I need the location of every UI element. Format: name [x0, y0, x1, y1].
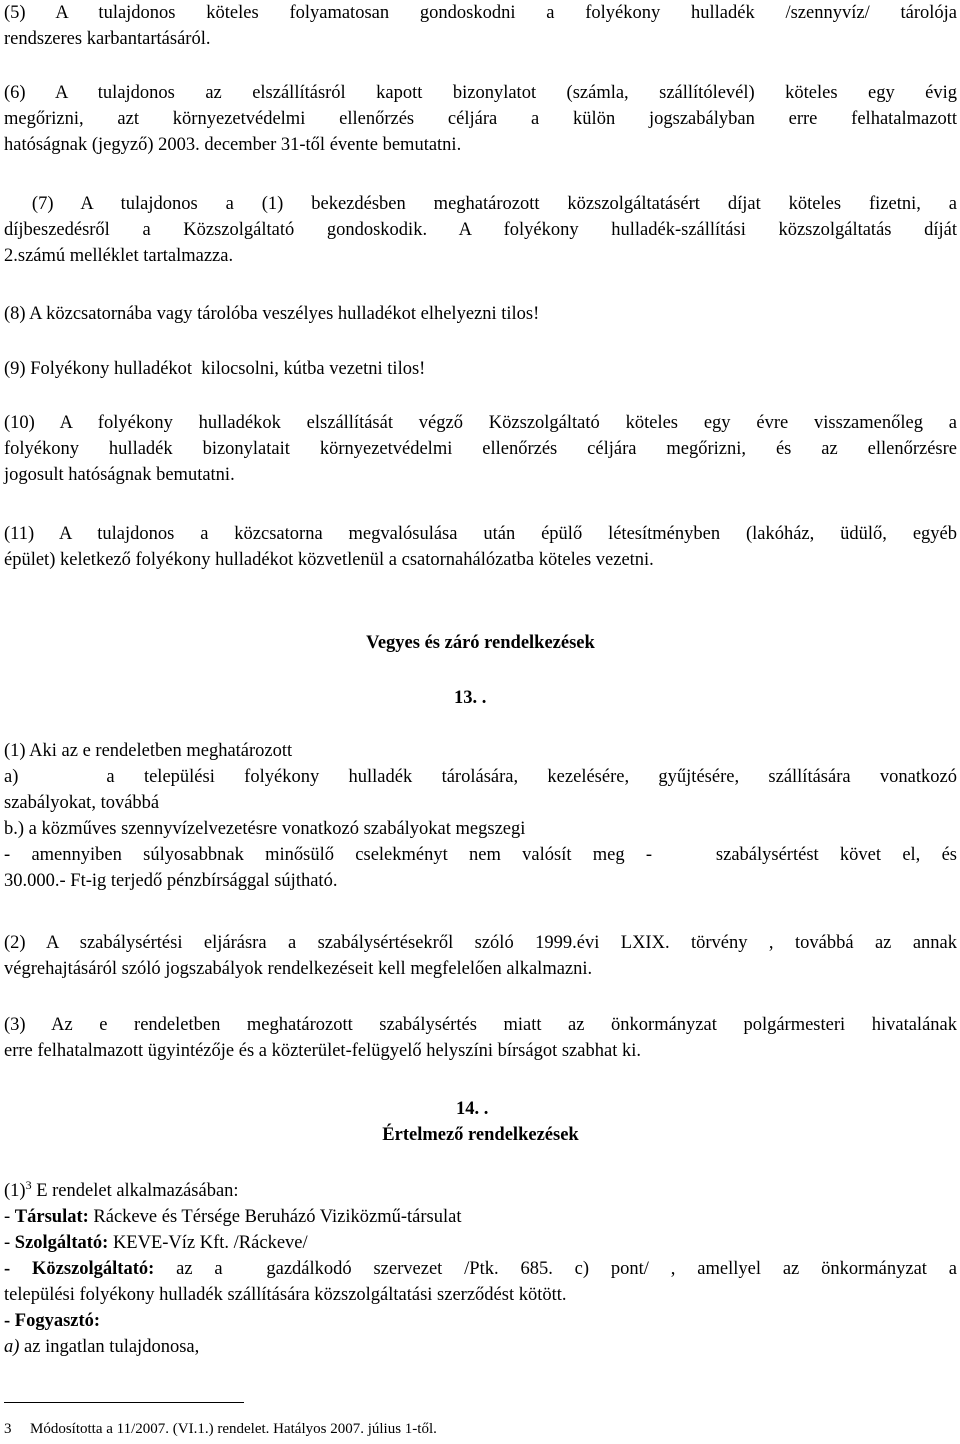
definition-term: Szolgáltató: [14, 1233, 109, 1253]
paragraph-line: (10) A folyékony hulladékok elszállítását végző Közszolgáltató köteles egy évre visszamenőleg a [4, 413, 957, 433]
definition-term: - Közszolgáltató: [4, 1259, 155, 1279]
paragraph-8 [4, 301, 957, 327]
definition-tarsulat [4, 1204, 957, 1230]
paragraph-line: (5) A tulajdonos köteles folyamatosan gondoskodni a folyékony hulladék /szennyvíz/ tárolója [4, 3, 957, 23]
paragraph-line: (8) A közcsatornába vagy tárolóba veszélyes hulladékot elhelyezni tilos! [4, 304, 540, 324]
footnote-reference: 3 [25, 1177, 32, 1192]
paragraph-line: települési folyékony hulladék szállítására közszolgáltatási szerződést kötött. [4, 1285, 567, 1305]
paragraph-5 [4, 0, 957, 52]
footnote [4, 1420, 437, 1438]
definition-term: Társulat: [14, 1207, 89, 1227]
paragraph-line: b.) a közműves szennyvízelvezetésre vonatkozó szabályokat megszegi [4, 819, 526, 839]
paragraph-line: (3) Az e rendeletben meghatározott szabálysértés miatt az önkormányzat polgármesteri hivatalának [4, 1015, 957, 1035]
footnote-text: Módosította a 11/2007. (VI.1.) rendelet. Hatályos 2007. július 1-től. [30, 1421, 437, 1437]
paragraph-line: végrehajtásáról szóló jogszabályok rendelkezéseit kell megfelelően alkalmazni. [4, 959, 593, 979]
paragraph-line: (9) Folyékony hulladékot kilocsolni, kútba vezetni tilos! [4, 359, 426, 379]
definition-fogyaszto-a [4, 1334, 957, 1360]
section-14-paragraph-1 [4, 1178, 957, 1360]
definition-text: KEVE-Víz Kft. /Ráckeve/ [108, 1233, 308, 1253]
definition-text: az a gazdálkodó szervezet /Ptk. 685. c) pont/ , amellyel az önkormányzat a [154, 1259, 957, 1279]
list-letter: a) [4, 1337, 20, 1357]
paragraph-line: erre felhatalmazott ügyintézője és a közterület-felügyelő helyszíni bírságot szabhat ki. [4, 1041, 641, 1061]
section-13-number: 13. . [454, 688, 487, 708]
definition-dash: - [4, 1233, 15, 1253]
definition-kozszolgaltato [4, 1256, 957, 1282]
section-13-paragraph-2 [4, 930, 957, 982]
paragraph-line: (7) A tulajdonos a (1) bekezdésben meghatározott közszolgáltatásért díjat köteles fizetni, a [4, 194, 957, 214]
footnote-divider [4, 1402, 244, 1403]
footnote-number: 3 [4, 1421, 12, 1437]
paragraph-text: E rendelet alkalmazásában: [31, 1181, 239, 1201]
paragraph-10 [4, 410, 957, 488]
paragraph-line: épület) keletkező folyékony hulladékot közvetlenül a csatornahálózatba köteles vezetni. [4, 550, 654, 570]
paragraph-line: 30.000.- Ft-ig terjedő pénzbírsággal sújtható. [4, 871, 338, 891]
definition-text: Ráckeve és Térsége Beruházó Viziközmű-társulat [88, 1207, 462, 1227]
paragraph-line: (2) A szabálysértési eljárásra a szabálysértésekről szóló 1999.évi LXIX. törvény , továbbá az annak [4, 933, 957, 953]
definition-dash: - [4, 1207, 15, 1227]
paragraph-number: (1) [4, 1181, 26, 1201]
paragraph-line: 2.számú melléklet tartalmazza. [4, 246, 234, 266]
definition-fogyaszto-term: - Fogyasztó: [4, 1311, 101, 1331]
section-13-paragraph-3 [4, 1012, 957, 1064]
paragraph-line: díjbeszedésről a Közszolgáltató gondoskodik. A folyékony hulladék-szállítási közszolgáltatás díját [4, 220, 957, 240]
paragraph-11 [4, 521, 957, 573]
paragraph-line: a) a települési folyékony hulladék tárolására, kezelésére, gyűjtésére, szállítására vonatkozó [4, 767, 957, 787]
section-14-number: 14. . [456, 1099, 489, 1119]
paragraph-7 [4, 191, 957, 269]
paragraph-line: rendszeres karbantartásáról. [4, 29, 211, 49]
section-14-title: Értelmező rendelkezések [382, 1125, 579, 1145]
paragraph-6 [4, 80, 957, 158]
paragraph-line: megőrizni, azt környezetvédelmi ellenőrzés céljára a külön jogszabályban erre felhatalmazott [4, 109, 957, 129]
paragraph-line: jogosult hatóságnak bemutatni. [4, 465, 235, 485]
paragraph-line: (11) A tulajdonos a közcsatorna megvalósulása után épülő létesítményben (lakóház, üdülő, egyéb [4, 524, 957, 544]
paragraph-9 [4, 356, 957, 382]
paragraph-line: hatóságnak (jegyző) 2003. december 31-től évente bemutatni. [4, 135, 462, 155]
paragraph-line: (6) A tulajdonos az elszállításról kapott bizonylatot (számla, szállítólevél) köteles egy évig [4, 83, 957, 103]
section-13-title: Vegyes és záró rendelkezések [366, 633, 595, 653]
paragraph-line: szabályokat, továbbá [4, 793, 160, 813]
paragraph-line [4, 1178, 957, 1204]
paragraph-line: - amennyiben súlyosabbnak minősülő cselekményt nem valósít meg - szabálysértést követ el, és [4, 845, 957, 865]
definition-szolgaltato [4, 1230, 957, 1256]
section-13-paragraph-1 [4, 738, 957, 894]
paragraph-line: (1) Aki az e rendeletben meghatározott [4, 741, 293, 761]
definition-text: az ingatlan tulajdonosa, [19, 1337, 200, 1357]
paragraph-line: folyékony hulladék bizonylatait környezetvédelmi ellenőrzés céljára megőrizni, és az ellenőrzésre [4, 439, 957, 459]
